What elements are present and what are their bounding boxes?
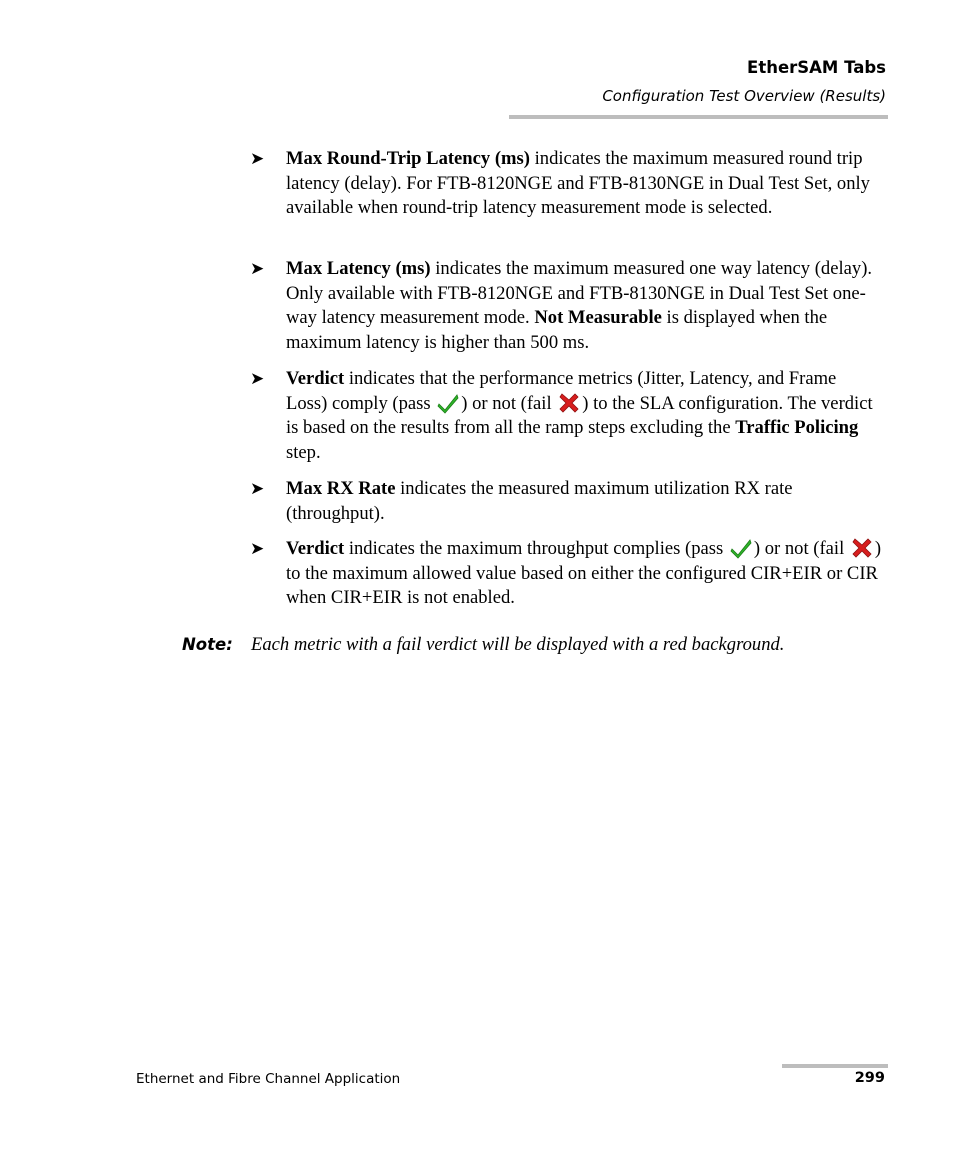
term: Not Measurable	[534, 307, 662, 329]
description: indicates the maximum throughput complies (pass	[344, 538, 728, 559]
term: Max RX Rate	[286, 478, 396, 499]
note	[182, 633, 902, 657]
description: is displayed when the maximum latency is higher than 500 ms.	[286, 307, 828, 353]
footer-manual-title: Ethernet and Fibre Channel Application	[136, 1071, 401, 1087]
bullet-max-round-trip-latency	[250, 147, 882, 221]
term: Traffic Policing	[735, 417, 859, 439]
bullet-arrow-icon: ➤	[250, 479, 265, 499]
bullet-max-rx-rate	[250, 477, 882, 526]
term: Max Round-Trip Latency (ms)	[286, 148, 530, 169]
term: Verdict	[286, 368, 345, 389]
bullet-verdict-performance	[250, 367, 882, 465]
term: Max Latency (ms)	[286, 258, 431, 279]
description: ) to the SLA configuration. The verdict is based on the results from all the ramp steps excluding the	[286, 392, 873, 439]
term: Verdict	[286, 538, 345, 559]
footer-rule	[782, 1064, 888, 1068]
description: indicates the maximum measured round trip latency (delay). For FTB-8120NGE and FTB-8130NGE in Dual Test Set, only available when round-trip latency measurement mode is selected.	[286, 148, 870, 219]
note-label: Note:	[182, 635, 233, 654]
header-subtitle: Configuration Test Overview (Results)	[602, 87, 886, 105]
check-icon	[437, 392, 459, 414]
description: indicates that the performance metrics (Jitter, Latency, and Frame Loss) comply (pass	[286, 368, 837, 414]
bullet-arrow-icon: ➤	[250, 259, 265, 279]
header-rule	[509, 115, 888, 119]
description: ) to the maximum allowed value based on either the configured CIR+EIR or CIR when CIR+EIR is not enabled.	[286, 538, 882, 609]
page-number: 299	[854, 1070, 885, 1086]
bullet-arrow-icon: ➤	[250, 149, 265, 169]
bullet-arrow-icon: ➤	[250, 539, 265, 559]
x-icon	[558, 392, 580, 414]
header-title: EtherSAM Tabs	[747, 58, 886, 77]
bullet-max-latency	[250, 257, 882, 355]
note-text: Each metric with a fail verdict will be displayed with a red background.	[251, 634, 785, 655]
check-icon	[730, 537, 752, 559]
bullet-verdict-throughput	[250, 537, 882, 611]
description: step.	[286, 441, 321, 463]
description: ) or not (fail	[753, 538, 849, 559]
bullet-arrow-icon: ➤	[250, 369, 265, 389]
x-icon	[851, 537, 873, 559]
description: indicates the measured maximum utilization RX rate (throughput).	[286, 478, 793, 524]
description: indicates the maximum measured one way latency (delay). Only available with FTB-8120NGE and FTB-8130NGE in Dual Test Set one-way latency measurement mode.	[286, 258, 873, 329]
description: ) or not (fail	[461, 392, 557, 414]
